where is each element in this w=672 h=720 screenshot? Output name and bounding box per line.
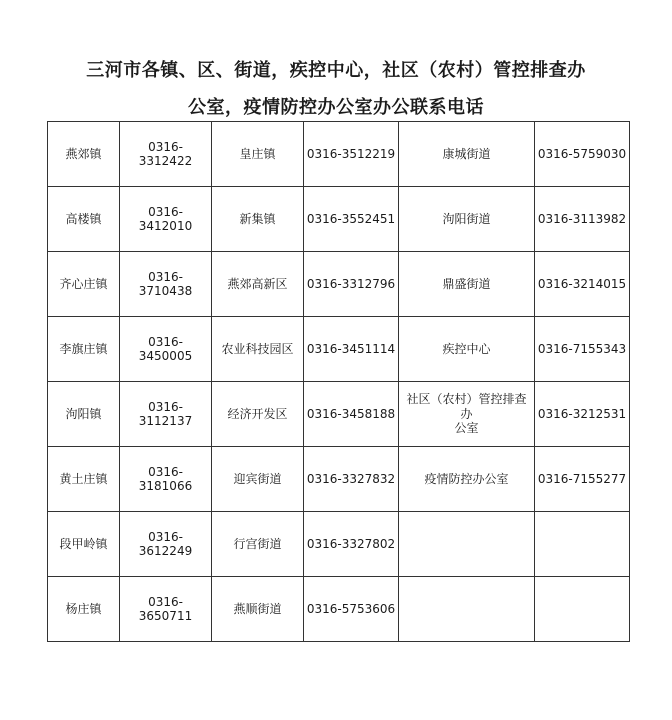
phone-number-cell: 0316-7155277 (535, 447, 630, 512)
phone-number-cell: 0316-3450005 (120, 317, 212, 382)
office-name-cell: 泃阳街道 (399, 187, 535, 252)
office-name-cell: 疫情防控办公室 (399, 447, 535, 512)
town-name-cell: 行宫街道 (212, 512, 304, 577)
office-name-cell: 鼎盛街道 (399, 252, 535, 317)
phone-number-cell: 0316-3412010 (120, 187, 212, 252)
table-row (48, 512, 630, 577)
empty-cell (399, 577, 535, 642)
office-name-cell: 疾控中心 (399, 317, 535, 382)
phone-number-cell: 0316-3327832 (304, 447, 399, 512)
phone-number-cell: 0316-3113982 (535, 187, 630, 252)
town-name-cell: 燕郊镇 (48, 122, 120, 187)
town-name-cell: 李旗庄镇 (48, 317, 120, 382)
town-name-cell: 泃阳镇 (48, 382, 120, 447)
document-title-line-2: 公室，疫情防控办公室办公联系电话 (188, 97, 484, 118)
table-row (48, 122, 630, 187)
empty-cell (535, 577, 630, 642)
phone-number-cell: 0316-3451114 (304, 317, 399, 382)
town-name-cell: 齐心庄镇 (48, 252, 120, 317)
phone-number-cell: 0316-3512219 (304, 122, 399, 187)
contact-table (47, 121, 630, 642)
phone-number-cell: 0316-3214015 (535, 252, 630, 317)
town-name-cell: 杨庄镇 (48, 577, 120, 642)
table-row (48, 382, 630, 447)
phone-number-cell: 0316-3612249 (120, 512, 212, 577)
phone-number-cell: 0316-5759030 (535, 122, 630, 187)
table-row (48, 317, 630, 382)
phone-number-cell: 0316-3112137 (120, 382, 212, 447)
office-name-line-2: 公室 (454, 421, 479, 436)
document-title-line-1: 三河市各镇、区、街道，疾控中心，社区（农村）管控排查办 (86, 60, 586, 81)
phone-number-cell: 0316-3458188 (304, 382, 399, 447)
phone-number-cell: 0316-3312422 (120, 122, 212, 187)
phone-number-cell: 0316-3312796 (304, 252, 399, 317)
table-row (48, 577, 630, 642)
phone-number-cell: 0316-3710438 (120, 252, 212, 317)
phone-number-cell: 0316-3650711 (120, 577, 212, 642)
phone-number-cell: 0316-5753606 (304, 577, 399, 642)
town-name-cell: 农业科技园区 (212, 317, 304, 382)
town-name-cell: 燕郊高新区 (212, 252, 304, 317)
town-name-cell: 迎宾街道 (212, 447, 304, 512)
town-name-cell: 高楼镇 (48, 187, 120, 252)
office-name-line-1: 社区（农村）管控排查办 (406, 392, 527, 421)
phone-number-cell: 0316-7155343 (535, 317, 630, 382)
empty-cell (399, 512, 535, 577)
office-name-cell (399, 382, 535, 447)
table-row (48, 252, 630, 317)
town-name-cell: 经济开发区 (212, 382, 304, 447)
table-row (48, 447, 630, 512)
phone-number-cell: 0316-3212531 (535, 382, 630, 447)
town-name-cell: 段甲岭镇 (48, 512, 120, 577)
table-row (48, 187, 630, 252)
office-name-cell: 康城街道 (399, 122, 535, 187)
phone-number-cell: 0316-3327802 (304, 512, 399, 577)
town-name-cell: 皇庄镇 (212, 122, 304, 187)
town-name-cell: 燕顺街道 (212, 577, 304, 642)
empty-cell (535, 512, 630, 577)
phone-number-cell: 0316-3181066 (120, 447, 212, 512)
town-name-cell: 黄土庄镇 (48, 447, 120, 512)
town-name-cell: 新集镇 (212, 187, 304, 252)
phone-number-cell: 0316-3552451 (304, 187, 399, 252)
